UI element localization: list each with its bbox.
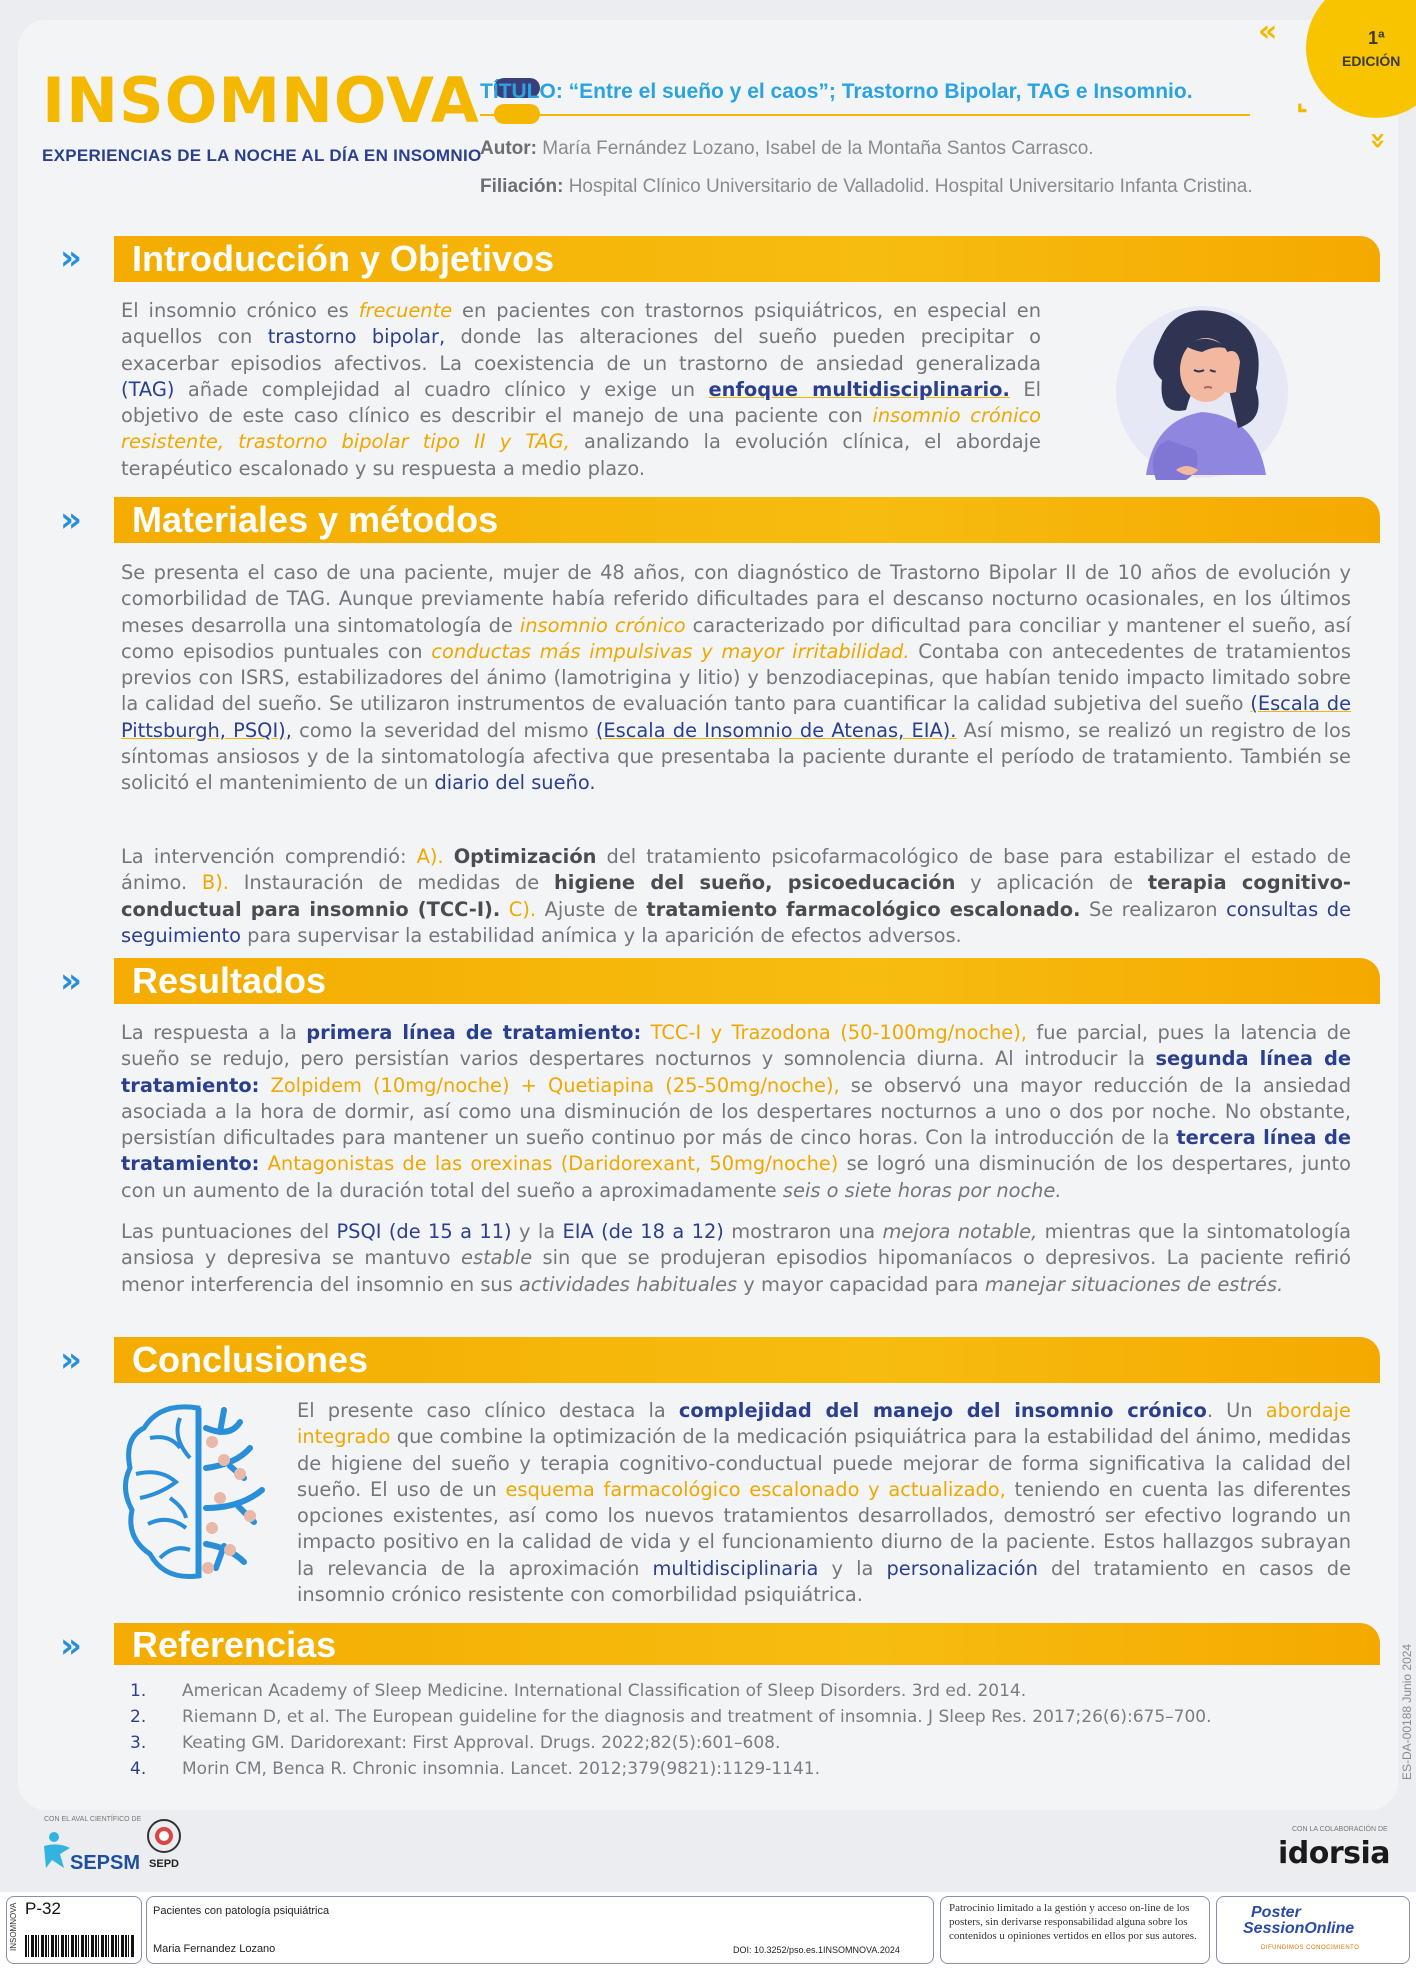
sepsm-figure-icon	[40, 1830, 74, 1870]
sepd-seal-icon	[146, 1818, 182, 1854]
reference-item: 3. Keating GM. Daridorexant: First Approval. Drugs. 2022;82(5):601–608.	[130, 1733, 781, 1753]
disclaimer-box	[940, 1896, 1210, 1964]
section-heading-conclusions: Conclusiones	[114, 1337, 1380, 1383]
methods-paragraph-2: La intervención comprendió: A). Optimización del tratamiento psicofarmacológico de base para estabilizar el estado de ánimo. B). Instauración de medidas de higiene del sueño, psicoeducación y aplicación de terapia cognitivo-conductual para insomnio (TCC-I). C). Ajuste de tratamiento farmacológico escalonado. Se realizaron consultas de seguimiento para supervisar la estabilidad anímica y la aparición de efectos adversos.	[121, 845, 1352, 947]
idorsia-logo: idorsia	[1278, 1836, 1391, 1871]
insomnia-woman-illustration	[1106, 300, 1292, 486]
title-divider	[480, 114, 1250, 116]
section-arrow-icon: »	[60, 961, 82, 1001]
poster-category: Pacientes con patología psiquiátrica	[153, 1905, 330, 1917]
barcode	[25, 1935, 135, 1957]
section-arrow-icon: »	[60, 1340, 82, 1380]
results-paragraph-2: Las puntuaciones del PSQI (de 15 a 11) y la EIA (de 18 a 12) mostraron una mejora notable, mientras que la sintomatología ansiosa y depresiva se mantuvo estable sin que se produjeran episodios hipomaníacos o depresivos. La paciente refirió menor interferencia del insomnio en sus actividades habituales y mayor capacidad para manejar situaciones de estrés.	[121, 1220, 1351, 1296]
edition-number: 1ª	[1368, 28, 1385, 48]
section-heading-intro: Introducción y Objetivos	[114, 236, 1380, 282]
affiliation-line: Filiación: Hospital Clínico Universitario de Valladolid. Hospital Universitario Infanta Cristina.	[480, 176, 1253, 197]
corner-arrow-icon: ⌞	[1296, 86, 1309, 116]
poster-title: TÍTULO: “Entre el sueño y el caos”; Trastorno Bipolar, TAG e Insomnio.	[480, 80, 1193, 103]
brain-icon	[120, 1398, 280, 1588]
references-list	[130, 1678, 1212, 1782]
results-paragraph-1: La respuesta a la primera línea de tratamiento: TCC-I y Trazodona (50-100mg/noche), fue parcial, pues la latencia de sueño se redujo, pero persistían varios despertares nocturnos y somnolencia diurna. Al introducir la segunda línea de tratamiento: Zolpidem (10mg/noche) + Quetiapina (25-50mg/noche), se observó una mayor reducción de la ansiedad asociada a la hora de dormir, así como una disminución de los despertares nocturnos a uno o dos por noche. No obstante, persistían dificultades para mantener un sueño continuo por más de cinco horas. Con la introducción de la tercera línea de tratamiento: Antagonistas de las orexinas (Daridorexant, 50mg/noche) se logró una disminución de los despertares, junto con un aumento de la duración total del sueño a aproximadamente seis o siete horas por noche.	[121, 1021, 1352, 1202]
reference-item: 2. Riemann D, et al. The European guideline for the diagnosis and treatment of insomnia. J Sleep Res. 2017;26(6):675–700.	[130, 1707, 1212, 1727]
pso-logo: Poster SessionOnline	[1243, 1904, 1355, 1937]
collaboration-caption: CON LA COLABORACIÓN DE	[1292, 1826, 1388, 1833]
poster-id-box: INSOMNOVA P-32	[6, 1896, 142, 1964]
poster-author: Maria Fernandez Lozano	[153, 1943, 276, 1955]
conclusions-paragraph: El presente caso clínico destaca la complejidad del manejo del insomnio crónico. Un abordaje integrado que combine la optimización de la medicación psiquiátrica para la estabilidad del ánimo, medidas de higiene del sueño y terapia cognitivo-conductual puede mejorar de forma significativa la calidad del sueño. El uso de un esquema farmacológico escalonado y actualizado, teniendo en cuenta las diferentes opciones existentes, así como los nuevos tratamientos desarrollados, demostró ser efectivo logrando un impacto positivo en la calidad de vida y el funcionamiento diurno de la paciente. Estos hallazgos subrayan la relevancia de la aproximación multidisciplinaria y la personalización del tratamiento en casos de insomnio crónico resistente con comorbilidad psiquiátrica.	[297, 1399, 1351, 1607]
sepsm-logo: SEPSM	[40, 1830, 74, 1874]
methods-paragraph-1: Se presenta el caso de una paciente, mujer de 48 años, con diagnóstico de Trastorno Bipolar II de 10 años de evolución y comorbilidad de TAG. Aunque previamente había referido dificultades para el descanso nocturno ocasionales, en los últimos meses desarrolla una sintomatología de insomnio crónico caracterizado por dificultad para conciliar y mantener el sueño, así como episodios puntuales con conductas más impulsivas y mayor irritabilidad. Contaba con antecedentes de tratamientos previos con ISRS, estabilizadores del ánimo (lamotrigina y litio) y benzodiacepinas, que habían tenido impacto limitado sobre la calidad del sueño. Se utilizaron instrumentos de evaluación tanto para cuantificar la calidad subjetiva del sueño (Escala de Pittsburgh, PSQI), como la severidad del mismo (Escala de Insomnio de Atenas, EIA). Así mismo, se realizó un registro de los síntomas ansiosos y de la sintomatología afectiva que presentaba la paciente durante el período de tratamiento. También se solicitó el mantenimiento de un diario del sueño.	[121, 561, 1351, 795]
section-arrow-icon: »	[60, 238, 82, 278]
section-heading-methods: Materiales y métodos	[114, 497, 1380, 543]
chevron-left-icon: «	[1258, 14, 1278, 49]
section-arrow-icon: »	[60, 500, 82, 540]
edition-label: EDICIÓN	[1342, 53, 1401, 69]
pso-tagline: DIFUNDIMOS CONOCIMIENTO	[1261, 1945, 1360, 1951]
author-names: María Fernández Lozano, Isabel de la Montaña Santos Carrasco.	[542, 138, 1094, 159]
endorsement-caption: CON EL AVAL CIENTÍFICO DE	[44, 1816, 142, 1823]
section-heading-results: Resultados	[114, 958, 1380, 1004]
reference-item: 1. American Academy of Sleep Medicine. International Classification of Sleep Disorders. 3rd ed. 2014.	[130, 1681, 1027, 1701]
affiliation-names: Hospital Clínico Universitario de Valladolid. Hospital Universitario Infanta Cristina.	[568, 176, 1253, 197]
author-line: Autor: María Fernández Lozano, Isabel de la Montaña Santos Carrasco.	[480, 138, 1094, 159]
pso-logo-box	[1216, 1896, 1410, 1964]
section-heading-references: Referencias	[114, 1623, 1380, 1665]
intro-paragraph: El insomnio crónico es frecuente en pacientes con trastornos psiquiátricos, en especial en aquellos con trastorno bipolar, donde las alteraciones del sueño pueden precipitar o exacerbar episodios afectivos. La coexistencia de un trastorno de ansiedad generalizada (TAG) añade complejidad al cuadro clínico y exige un enfoque multidisciplinario. El objetivo de este caso clínico es describir el manejo de una paciente con insomnio crónico resistente, trastorno bipolar tipo II y TAG, analizando la evolución clínica, el abordaje terapéutico escalonado y su respuesta a medio plazo.	[121, 299, 1041, 480]
side-code: ES-DA-00188 Junio 2024	[1400, 1643, 1414, 1780]
sepd-logo: SEPD	[146, 1818, 182, 1870]
chevron-down-icon: »	[1362, 131, 1396, 150]
logo-text: INSOMNOVA	[42, 64, 480, 137]
doi: DOI: 10.3252/pso.es.1INSOMNOVA.2024	[733, 1945, 900, 1955]
disclaimer-text: Patrocinio limitado a la gestión y acceso on-line de los posters, sin derivarse responsabilidad alguna sobre los contenidos u opiniones vertidos en ellos por sus autores.	[949, 1902, 1197, 1942]
reference-item: 4. Morin CM, Benca R. Chronic insomnia. Lancet. 2012;379(9821):1129-1141.	[130, 1759, 821, 1779]
section-arrow-icon: »	[60, 1626, 82, 1666]
insomnova-logo	[42, 64, 540, 166]
logo-tagline: EXPERIENCIAS DE LA NOCHE AL DÍA EN INSOMNIO	[42, 146, 482, 165]
poster-info-box	[146, 1896, 934, 1964]
poster-id: P-32	[25, 1899, 61, 1918]
